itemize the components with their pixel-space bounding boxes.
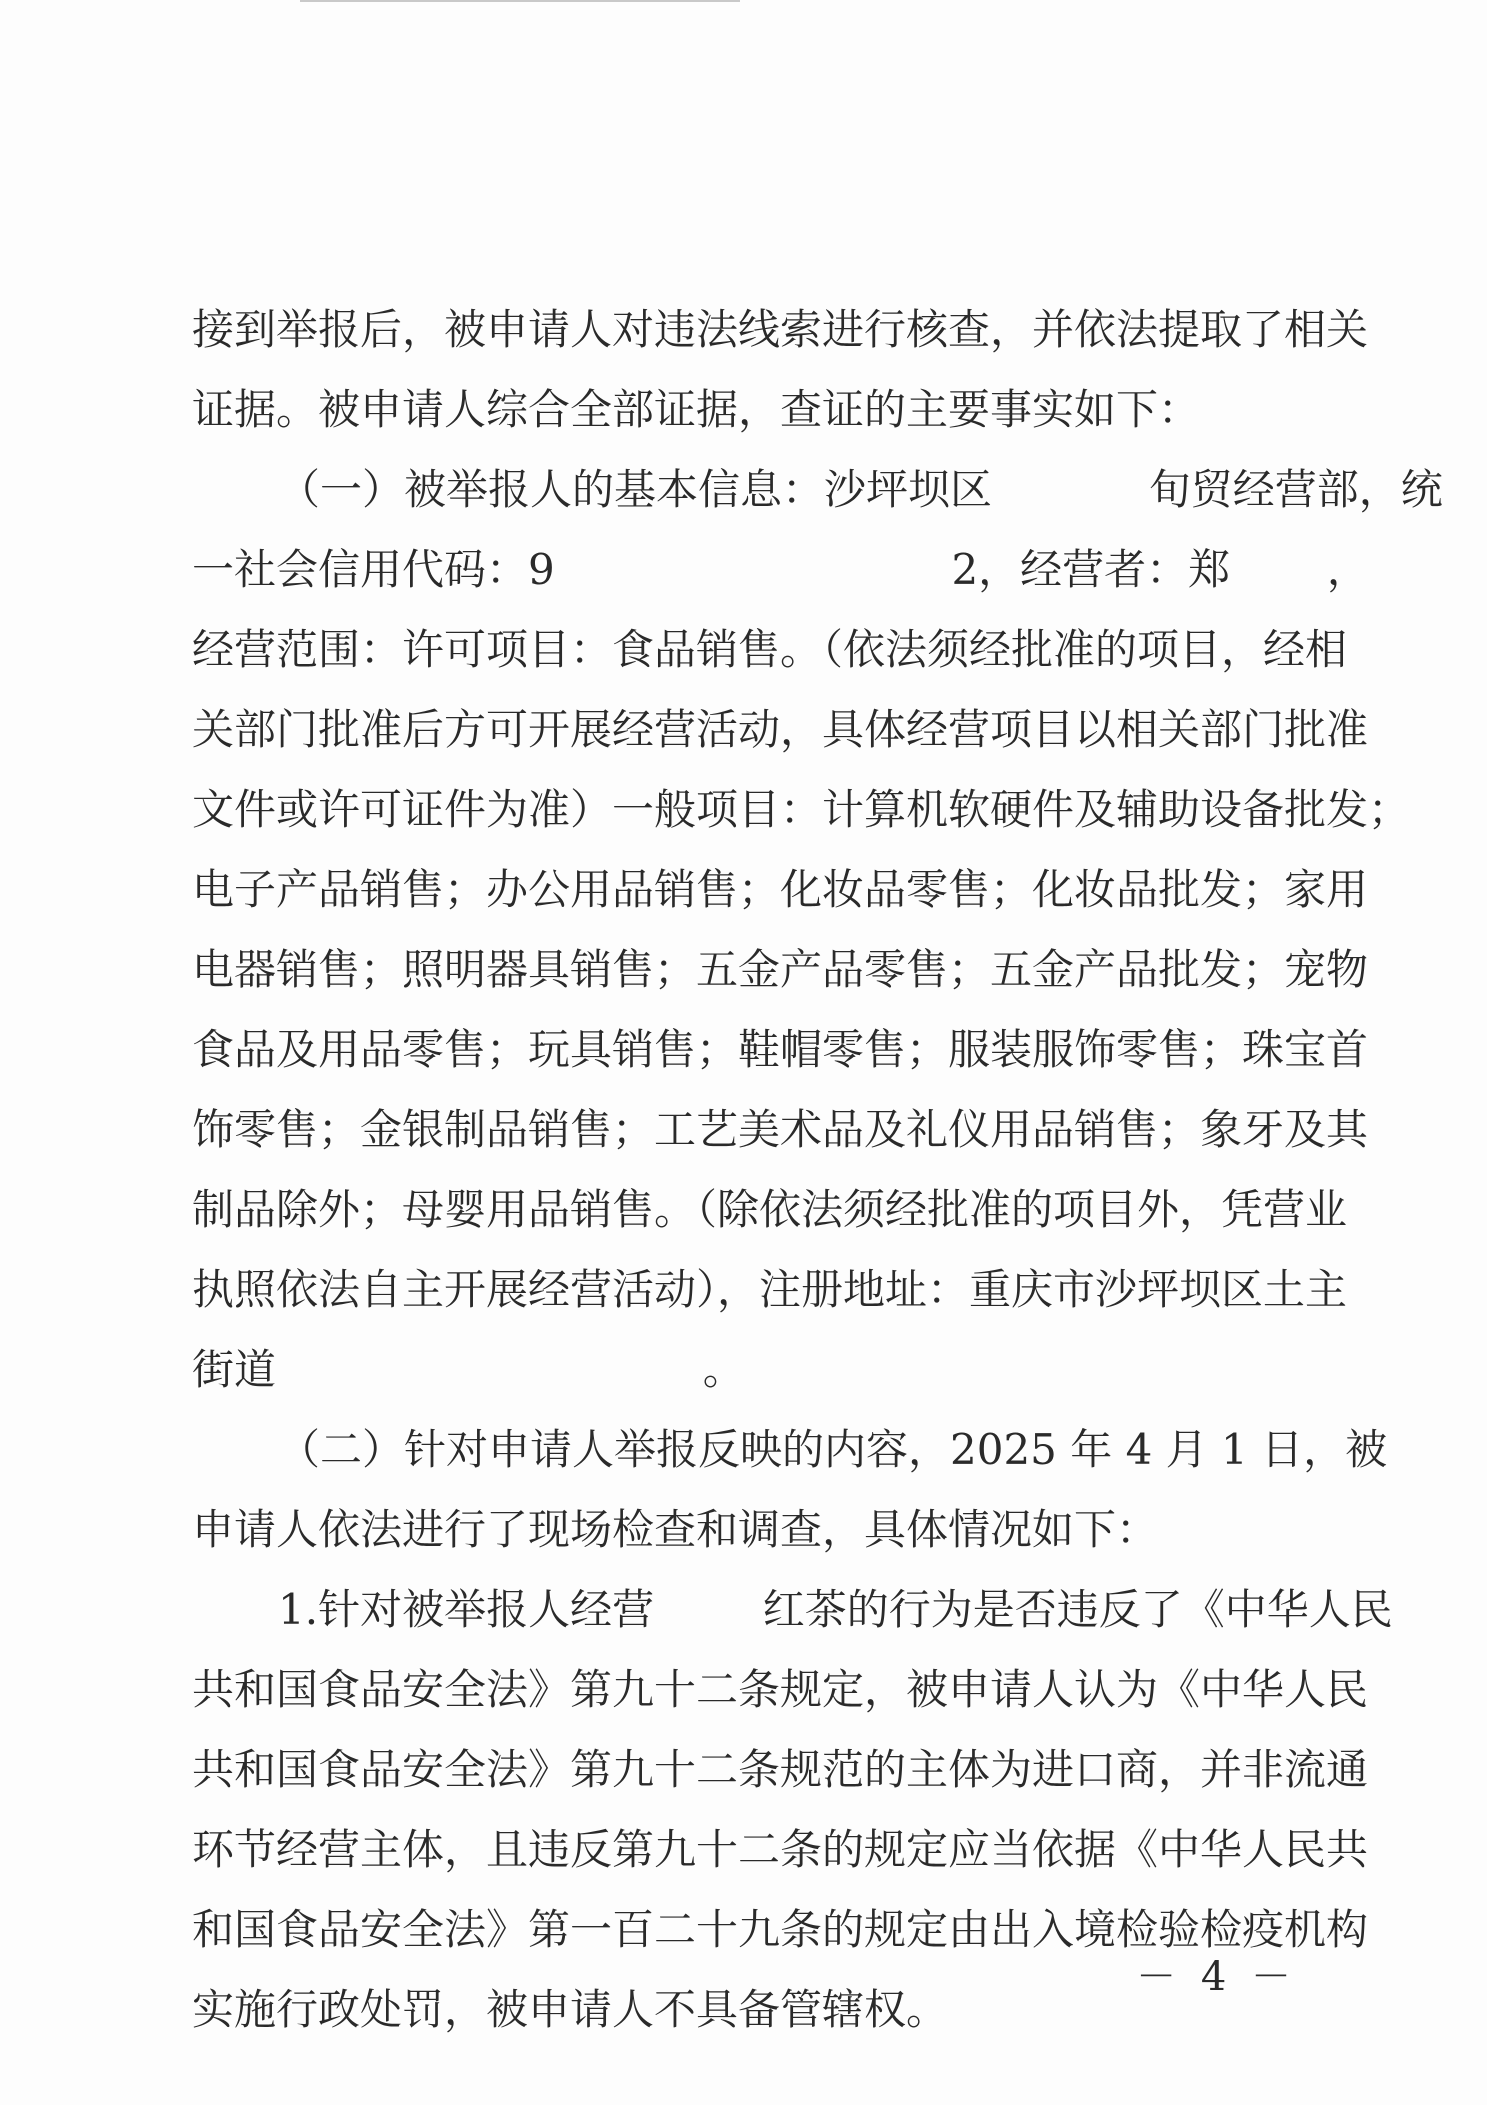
text-segment: 2，经营者：郑 [951, 545, 1231, 594]
text-line: 和国食品安全法》第一百二十九条的规定由出入境检验检疫机构 [192, 1905, 1369, 1954]
text-segment: 1.针对被举报人经营 [278, 1585, 655, 1634]
text-segment: 街道 [192, 1345, 277, 1394]
text-line: 实施行政处罚，被申请人不具备管辖权。 [192, 1985, 949, 2034]
text-segment: 一社会信用代码：9 [192, 545, 555, 594]
text-line: 环节经营主体，且违反第九十二条的规定应当依据《中华人民共 [192, 1825, 1369, 1874]
text-segment: 红茶的行为是否违反了《中华人民 [762, 1585, 1393, 1634]
text-line-redacted [192, 530, 1369, 610]
text-segment: （一）被举报人的基本信息：沙坪坝区 [278, 465, 993, 514]
text-line: （二）针对申请人举报反映的内容，2025 年 4 月 1 日，被 [278, 1425, 1388, 1474]
text-line: 经营范围：许可项目：食品销售。（依法须经批准的项目，经相 [192, 625, 1348, 674]
body-text [192, 290, 1443, 2050]
page-number: － 4 － [1136, 1954, 1297, 2000]
text-segment: 旬贸经营部，统 [1148, 465, 1443, 514]
scan-edge-line [300, 0, 740, 2]
text-line: 制品除外；母婴用品销售。（除依法须经批准的项目外，凭营业 [192, 1185, 1348, 1234]
text-line: 执照依法自主开展经营活动），注册地址：重庆市沙坪坝区土主 [192, 1265, 1348, 1314]
text-line-redacted [192, 1570, 1393, 1650]
text-line: 电器销售；照明器具销售；五金产品零售；五金产品批发；宠物 [192, 945, 1369, 994]
text-line: 食品及用品零售；玩具销售；鞋帽零售；服装服饰零售；珠宝首 [192, 1025, 1369, 1074]
text-line: 电子产品销售；办公用品销售；化妆品零售；化妆品批发；家用 [192, 865, 1369, 914]
text-segment: 。 [702, 1345, 745, 1394]
text-line-redacted [192, 1330, 1297, 1410]
text-line-redacted [192, 450, 1443, 530]
text-line: 证据。被申请人综合全部证据，查证的主要事实如下： [192, 385, 1201, 434]
text-line: 共和国食品安全法》第九十二条规定，被申请人认为《中华人民 [192, 1665, 1369, 1714]
text-segment: ， [1326, 545, 1369, 594]
text-line: 关部门批准后方可开展经营活动，具体经营项目以相关部门批准 [192, 705, 1369, 754]
text-line: 申请人依法进行了现场检查和调查，具体情况如下： [192, 1505, 1159, 1554]
text-line: 共和国食品安全法》第九十二条规范的主体为进口商，并非流通 [192, 1745, 1369, 1794]
text-line: 文件或许可证件为准）一般项目：计算机软硬件及辅助设备批发； [192, 785, 1411, 834]
text-line: 饰零售；金银制品销售；工艺美术品及礼仪用品销售；象牙及其 [192, 1105, 1369, 1154]
text-line: 接到举报后，被申请人对违法线索进行核查，并依法提取了相关 [192, 305, 1369, 354]
